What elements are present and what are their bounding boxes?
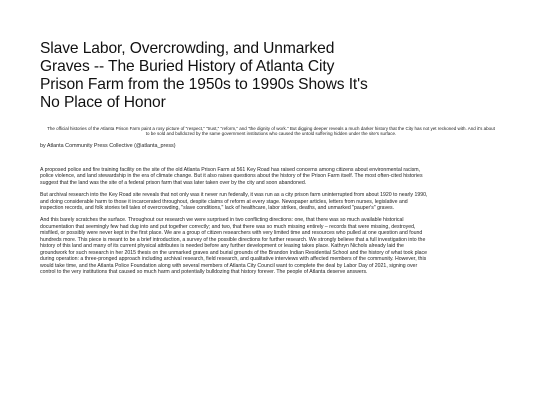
body-paragraph: A proposed police and fire training facility on the site of the old Atlanta Prison Farm at 561 Key Road has raised concerns among citizens about environmental racism, police violence, and land stewardship in the era of climate change. But it also raises questions about the history of the Prison Farm itself. The most often-cited histories suggest that the land was the site of a federal prison farm that was later taken over by the city and soon abandoned. (40, 166, 423, 186)
body-paragraph: And this barely scratches the surface. Throughout our research we were surprised in two conflicting directions: one, that there was so much available historical documentation that seemingly few had dug into and put together correctly; and two, that there was so much missing entirely – records that were missing, destroyed, misfiled, or possibly were never kept in the first place. We are a group of citizen researchers with very limited time and resources who pulled at one question and found hundreds more. This piece is meant to be a brief introduction, a survey of the possible directions for further research. We strongly believe that a full investigation into the history of this land and many of its current physical attributes is needed before any further development or leasing takes place. Kathryn Nichols already laid the groundwork for such research in her 2015 thesis on the unmarked graves and burial grounds of the Brandon Indian Residential School and the history of what took place during operation: a three-pronged approach including archival research, field research, and qualitative interviews with affected members of the community. However, this would take time, and the Atlanta Police Foundation along with several members of Atlanta City Council want to complete the deal by Labor Day of 2021, signing over control to the very institutions that caused so much harm and potentially bulldozing that history forever. The people of Atlanta deserve answers. (40, 217, 427, 276)
article-dek: The official histories of the Atlanta Prison Farm paint a rosy picture of "respect," "trust," "reform," and "the dignity of work." But digging deeper reveals a much darker history that the City has not yet reckoned with. And it's about to be sold and bulldozed by the same government institutions who caused the untold suffering hidden under the site's surface. (47, 126, 495, 137)
article (40, 40, 502, 282)
article-byline: by Atlanta Community Press Collective (@atlanta_press) (40, 142, 176, 149)
body-paragraph: But archival research into the Key Road site reveals that not only was it never run federally, it was run as a city prison farm uninterrupted from about 1920 to nearly 1990, and doing considerable harm to those it incarcerated throughout, despite claims of reform at every stage. Newspaper articles, letters from nurses, legislative and inspection records, and folk stories tell tales of overcrowding, "slave conditions," lack of healthcare, labor strikes, deaths, and unmarked "pauper's" graves. (40, 191, 428, 212)
article-title: Slave Labor, Overcrowding, and Unmarked Graves -- The Buried History of Atlanta City Prison Farm from the 1950s to 1990s Shows It's No Place of Honor (40, 40, 368, 111)
article-body (40, 167, 502, 276)
